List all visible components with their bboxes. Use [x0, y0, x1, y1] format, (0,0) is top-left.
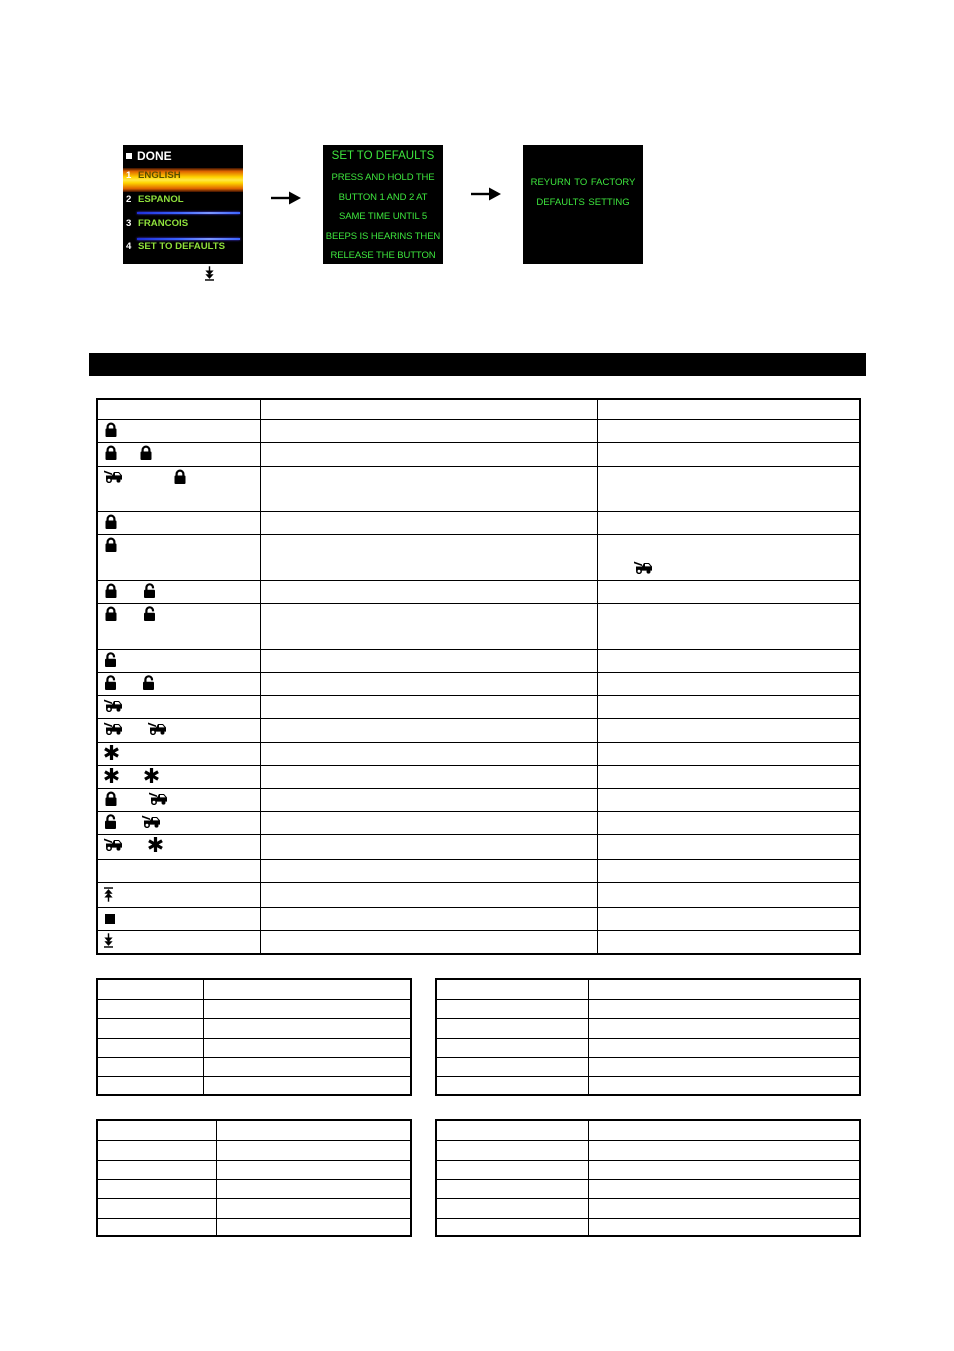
- trunk-icon: [104, 699, 123, 712]
- menu-item-label: ESPANOL: [138, 194, 184, 205]
- buttons-cell: [98, 467, 260, 511]
- table-cell: [588, 1019, 859, 1038]
- instruction-line: BEEPS IS HEARINS THEN: [325, 231, 441, 242]
- table-cell: [588, 1039, 859, 1057]
- table-row: [98, 765, 859, 788]
- instruction-line: PRESS AND HOLD THE: [331, 172, 435, 183]
- menu-item-espanol: [123, 194, 243, 206]
- small-table-right-bottom: [435, 1119, 861, 1237]
- table-row: [98, 742, 859, 765]
- table-row: [98, 718, 859, 742]
- table-cell: [98, 1161, 216, 1179]
- table-cell: [437, 1180, 588, 1198]
- note-cell: [597, 766, 859, 788]
- table-cell: [216, 1199, 410, 1218]
- function-cell: [260, 860, 597, 882]
- table-row: [437, 1121, 859, 1140]
- buttons-cell: [98, 743, 260, 765]
- table-row: [98, 442, 859, 466]
- table-row: [437, 1057, 859, 1076]
- result-screen: [523, 145, 643, 264]
- table-cell: [203, 1039, 410, 1057]
- note-cell: [597, 789, 859, 811]
- table-cell: [588, 1161, 859, 1179]
- table-cell: [437, 1141, 588, 1160]
- menu-item-label: SET TO DEFAULTS: [138, 241, 226, 252]
- note-cell: [597, 512, 859, 534]
- table-row: [437, 1179, 859, 1198]
- buttons-cell: [98, 650, 260, 672]
- menu-item-english: [123, 170, 243, 182]
- buttons-cell: [98, 908, 260, 930]
- function-cell: [260, 673, 597, 695]
- instruction-line: BUTTON 1 AND 2 AT: [338, 192, 428, 203]
- menu-title: DONE: [137, 149, 172, 163]
- lock-icon: [173, 469, 187, 484]
- table-cell: [588, 1077, 859, 1094]
- buttons-cell: [98, 400, 260, 419]
- right-arrow-icon: [271, 191, 301, 205]
- note-cell: [597, 535, 859, 580]
- table-row: [98, 1179, 410, 1198]
- table-cell: [437, 1121, 588, 1140]
- note-cell: [597, 812, 859, 834]
- lock-icon: [104, 422, 118, 437]
- lock-icon: [104, 445, 118, 460]
- note-cell: [597, 696, 859, 718]
- buttons-cell: [98, 931, 260, 953]
- function-cell: [260, 789, 597, 811]
- function-cell: [260, 766, 597, 788]
- up-arrow-icon: [104, 887, 113, 902]
- instruction-line: RELEASE THE BUTTON: [330, 250, 436, 261]
- table-cell: [588, 1000, 859, 1018]
- buttons-cell: [98, 535, 260, 580]
- table-row: [437, 1018, 859, 1038]
- note-cell: [597, 673, 859, 695]
- menu-item-number: 1: [126, 170, 132, 181]
- function-cell: [260, 650, 597, 672]
- small-table-right-top: [435, 978, 861, 1096]
- note-cell: [597, 420, 859, 442]
- table-cell: [203, 1019, 410, 1038]
- table-row: [98, 930, 859, 953]
- function-cell: [260, 535, 597, 580]
- table-header-row: [98, 400, 859, 419]
- menu-item-set-to-defaults: [123, 241, 243, 253]
- table-row: [98, 419, 859, 442]
- note-cell: [597, 835, 859, 859]
- table-cell: [588, 1058, 859, 1076]
- table-cell: [437, 1019, 588, 1038]
- instructions-title: SET TO DEFAULTS: [331, 150, 435, 162]
- table-cell: [203, 980, 410, 999]
- table-row: [98, 1076, 410, 1094]
- note-cell: [597, 400, 859, 419]
- table-row: [98, 1121, 410, 1140]
- table-cell: [216, 1161, 410, 1179]
- table-row: [437, 1218, 859, 1235]
- table-row: [98, 695, 859, 718]
- right-arrow-icon: [471, 187, 501, 201]
- unlock-icon: [104, 675, 117, 690]
- unlock-icon: [143, 583, 156, 598]
- buttons-cell: [98, 789, 260, 811]
- down-arrow-icon: [205, 266, 214, 281]
- unlock-icon: [104, 652, 117, 667]
- instructions-screen: [323, 145, 443, 264]
- note-cell: [597, 467, 859, 511]
- function-cell: [260, 835, 597, 859]
- result-line: DEFAULTS SETTING: [536, 197, 630, 208]
- table-row: [437, 999, 859, 1018]
- buttons-cell: [98, 719, 260, 742]
- lock-icon: [104, 606, 118, 621]
- lock-icon: [139, 445, 153, 460]
- trunk-icon: [142, 815, 161, 828]
- function-cell: [260, 581, 597, 603]
- table-row: [437, 1140, 859, 1160]
- star-icon: [104, 768, 119, 783]
- table-cell: [98, 1077, 203, 1094]
- function-cell: [260, 512, 597, 534]
- menu-item-label: FRANCOIS: [138, 218, 189, 229]
- note-cell: [597, 860, 859, 882]
- menu-divider: [137, 238, 240, 240]
- down-arrow-icon: [104, 933, 113, 948]
- menu-item-number: 2: [126, 194, 132, 205]
- instruction-line: SAME TIME UNTIL 5: [338, 211, 428, 222]
- table-row: [98, 1218, 410, 1235]
- menu-item-number: 4: [126, 241, 132, 252]
- table-row: [98, 1018, 410, 1038]
- function-cell: [260, 719, 597, 742]
- table-cell: [588, 1219, 859, 1235]
- star-icon: [144, 768, 159, 783]
- table-cell: [437, 1058, 588, 1076]
- table-row: [98, 649, 859, 672]
- table-row: [98, 580, 859, 603]
- table-cell: [437, 980, 588, 999]
- table-cell: [98, 1058, 203, 1076]
- note-cell: [597, 650, 859, 672]
- table-row: [98, 859, 859, 882]
- table-cell: [98, 1219, 216, 1235]
- table-row: [437, 1198, 859, 1218]
- function-cell: [260, 743, 597, 765]
- table-row: [98, 1140, 410, 1160]
- trunk-icon: [104, 470, 123, 483]
- trunk-icon: [149, 792, 168, 805]
- table-cell: [98, 1000, 203, 1018]
- function-cell: [260, 400, 597, 419]
- button-function-table: [96, 398, 861, 955]
- lock-icon: [104, 791, 118, 806]
- table-cell: [98, 1121, 216, 1140]
- table-row: [437, 1160, 859, 1179]
- menu-divider: [137, 212, 240, 214]
- table-cell: [98, 1019, 203, 1038]
- buttons-cell: [98, 443, 260, 466]
- table-row: [98, 1057, 410, 1076]
- table-cell: [98, 1141, 216, 1160]
- buttons-cell: [98, 581, 260, 603]
- table-row: [98, 672, 859, 695]
- note-cell: [597, 931, 859, 953]
- table-cell: [588, 1180, 859, 1198]
- table-row: [98, 882, 859, 907]
- function-cell: [260, 908, 597, 930]
- table-row: [98, 834, 859, 859]
- table-row: [98, 907, 859, 930]
- lock-icon: [104, 537, 118, 552]
- table-cell: [203, 1000, 410, 1018]
- table-cell: [216, 1121, 410, 1140]
- table-cell: [437, 1039, 588, 1057]
- table-row: [98, 1198, 410, 1218]
- section-header-bar: [89, 353, 866, 376]
- small-table-left-bottom: [96, 1119, 412, 1237]
- table-cell: [203, 1077, 410, 1094]
- function-cell: [260, 467, 597, 511]
- table-cell: [437, 1199, 588, 1218]
- table-cell: [588, 1141, 859, 1160]
- unlock-icon: [143, 606, 156, 621]
- unlock-icon: [104, 814, 117, 829]
- lock-icon: [104, 583, 118, 598]
- table-cell: [437, 1161, 588, 1179]
- table-row: [437, 1076, 859, 1094]
- buttons-cell: [98, 420, 260, 442]
- buttons-cell: [98, 766, 260, 788]
- result-line: REYURN TO FACTORY: [530, 177, 636, 188]
- table-row: [98, 980, 410, 999]
- buttons-cell: [98, 696, 260, 718]
- table-cell: [216, 1141, 410, 1160]
- table-cell: [437, 1219, 588, 1235]
- menu-item-label: ENGLISH: [138, 170, 181, 181]
- buttons-cell: [98, 512, 260, 534]
- table-cell: [588, 980, 859, 999]
- note-cell: [597, 908, 859, 930]
- buttons-cell: [98, 812, 260, 834]
- table-cell: [98, 980, 203, 999]
- note-cell: [597, 719, 859, 742]
- trunk-icon: [104, 722, 123, 735]
- menu-item-francois: [123, 218, 243, 230]
- buttons-cell: [98, 883, 260, 907]
- trunk-icon: [148, 722, 167, 735]
- small-table-left-top: [96, 978, 412, 1096]
- table-cell: [216, 1219, 410, 1235]
- table-cell: [98, 1199, 216, 1218]
- note-cell: [597, 604, 859, 649]
- stop-square-icon: [126, 153, 132, 159]
- table-row: [98, 1038, 410, 1057]
- note-cell: [597, 743, 859, 765]
- table-row: [98, 534, 859, 580]
- table-row: [98, 788, 859, 811]
- menu-screen: [123, 145, 243, 264]
- table-cell: [203, 1058, 410, 1076]
- table-row: [98, 811, 859, 834]
- buttons-cell: [98, 860, 260, 882]
- star-icon: [104, 745, 119, 760]
- table-cell: [216, 1180, 410, 1198]
- table-cell: [98, 1180, 216, 1198]
- stop-square-icon: [105, 914, 115, 924]
- table-row: [98, 511, 859, 534]
- note-cell: [597, 581, 859, 603]
- note-cell: [597, 443, 859, 466]
- function-cell: [260, 443, 597, 466]
- table-row: [437, 980, 859, 999]
- function-cell: [260, 883, 597, 907]
- table-cell: [588, 1199, 859, 1218]
- function-cell: [260, 931, 597, 953]
- trunk-icon: [104, 838, 123, 851]
- table-row: [98, 603, 859, 649]
- table-row: [98, 1160, 410, 1179]
- trunk-icon: [634, 561, 653, 574]
- function-cell: [260, 696, 597, 718]
- table-cell: [437, 1077, 588, 1094]
- buttons-cell: [98, 835, 260, 859]
- unlock-icon: [142, 675, 155, 690]
- function-cell: [260, 812, 597, 834]
- buttons-cell: [98, 604, 260, 649]
- table-cell: [588, 1121, 859, 1140]
- star-icon: [148, 837, 163, 852]
- table-row: [98, 466, 859, 511]
- note-cell: [597, 883, 859, 907]
- function-cell: [260, 604, 597, 649]
- menu-item-number: 3: [126, 218, 132, 229]
- function-cell: [260, 420, 597, 442]
- lock-icon: [104, 514, 118, 529]
- table-cell: [98, 1039, 203, 1057]
- table-cell: [437, 1000, 588, 1018]
- buttons-cell: [98, 673, 260, 695]
- table-row: [98, 999, 410, 1018]
- table-row: [437, 1038, 859, 1057]
